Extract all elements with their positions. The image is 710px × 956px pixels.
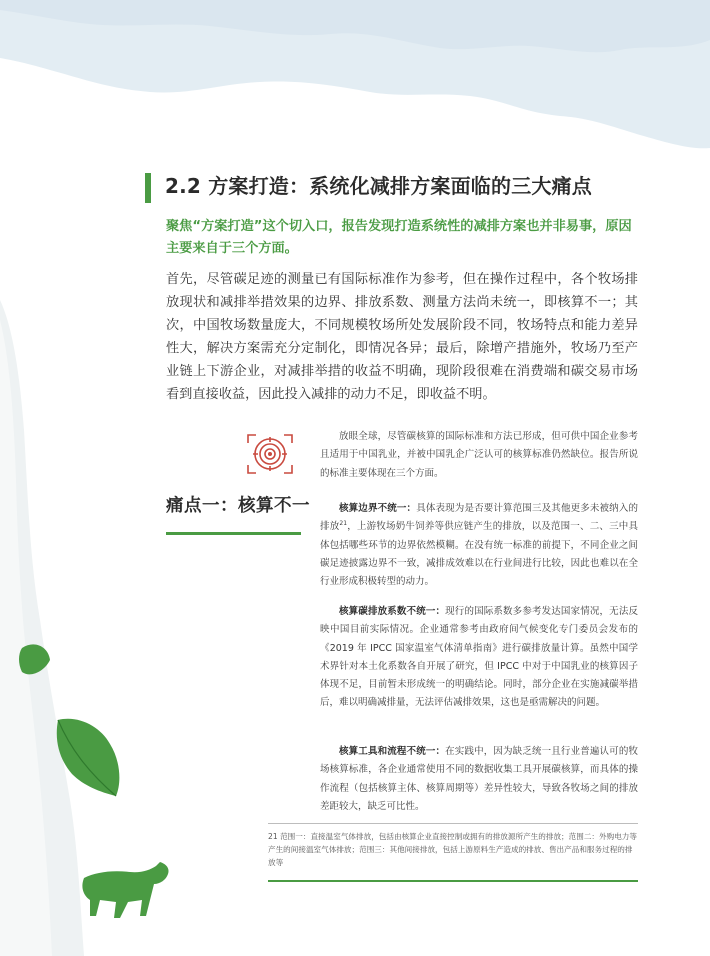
footnote-divider [268, 823, 638, 824]
footnote-ref-21[interactable]: 21 [339, 520, 348, 528]
paragraph-coefficient-label: 核算碳排放系数不统一： [339, 606, 446, 617]
pain-point-title: 痛点一：核算不一 [166, 496, 310, 516]
pain-point-underline [166, 532, 301, 535]
paragraph-coefficient-text: 现行的国际系数多参考发达国家情况，无法反映中国目前实际情况。企业通常参考由政府间气候变化专门委员会发布的《2019 年 IPCC 国家温室气体清单指南》进行碳排放量计算。虽然中国学术界针对本土化系数各自开展了研究，但 IPCC 中对于中国乳业的核算因子体现不足，目前暂未形成统一的明确结论。同时，部分企业在实施减碳举措后，难以明确减排量，无法评估减排效果，这也是亟需解决的问题。 [320, 606, 638, 709]
lead-paragraph: 聚焦“方案打造”这个切入口，报告发现打造系统性的减排方案也并非易事，原因主要来自于三个方面。 [166, 219, 632, 256]
section-heading: 2.2 方案打造：系统化减排方案面临的三大痛点 [165, 174, 592, 198]
paragraph-boundary-text-a: 具体表现为是否要计算范围三及其他更多未被纳入的排放 [320, 503, 638, 533]
paragraph-boundary [320, 500, 638, 591]
paragraph-tools [320, 743, 638, 816]
paragraph-boundary-label: 核算边界不统一： [339, 503, 417, 514]
intro-paragraph: 首先，尽管碳足迹的测量已有国际标准作为参考，但在操作过程中，各个牧场排放现状和减排举措效果的边界、排放系数、测量方法尚未统一，即核算不一；其次，中国牧场数量庞大，不同规模牧场所处发展阶段不同，牧场特点和能力差异性大，解决方案需充分定制化，即情况各异；最后，除增产措施外，牧场乃至产业链上下游企业，对减排举措的收益不明确，现阶段很难在消费端和碳交易市场看到直接收益，因此投入减排的动力不足，即收益不明。 [166, 272, 638, 402]
paragraph-overview: 放眼全球，尽管碳核算的国际标准和方法已形成，但可供中国企业参考且适用于中国乳业，并被中国乳企广泛认可的核算标准仍然缺位。报告所说的标准主要体现在三个方面。 [320, 431, 638, 479]
footnote-21: 21 范围一：直接温室气体排放，包括由核算企业直接控制或拥有的排放源所产生的排放；范围二：外购电力等产生的间接温室气体排放；范围三：其他间接排放，包括上游原料生产造成的排放、售出产品和服务过程的排放等 [268, 832, 637, 867]
heading-accent-bar [145, 173, 151, 203]
paragraph-tools-text: 在实践中，因为缺乏统一且行业普遍认可的牧场核算标准，各企业通常使用不同的数据收集工具开展碳核算，而具体的操作流程（包括核算主体、核算周期等）差异性较大，导致各牧场之间的排放差距较大，缺乏可比性。 [320, 746, 638, 812]
paragraph-coefficient [320, 603, 638, 713]
paragraph-boundary-text-b: ，上游牧场奶牛饲养等供应链产生的排放，以及范围一、二、三中具体包括哪些环节的边界依然模糊。在没有统一标准的前提下，不同企业之间碳足迹披露边界不一致，减排成效难以在行业间进行比较，因此也难以在全行业形成积极转型的动力。 [320, 521, 638, 588]
paragraph-tools-label: 核算工具和流程不统一： [339, 746, 446, 757]
footer-accent-line [268, 880, 638, 882]
target-icon [246, 433, 294, 475]
